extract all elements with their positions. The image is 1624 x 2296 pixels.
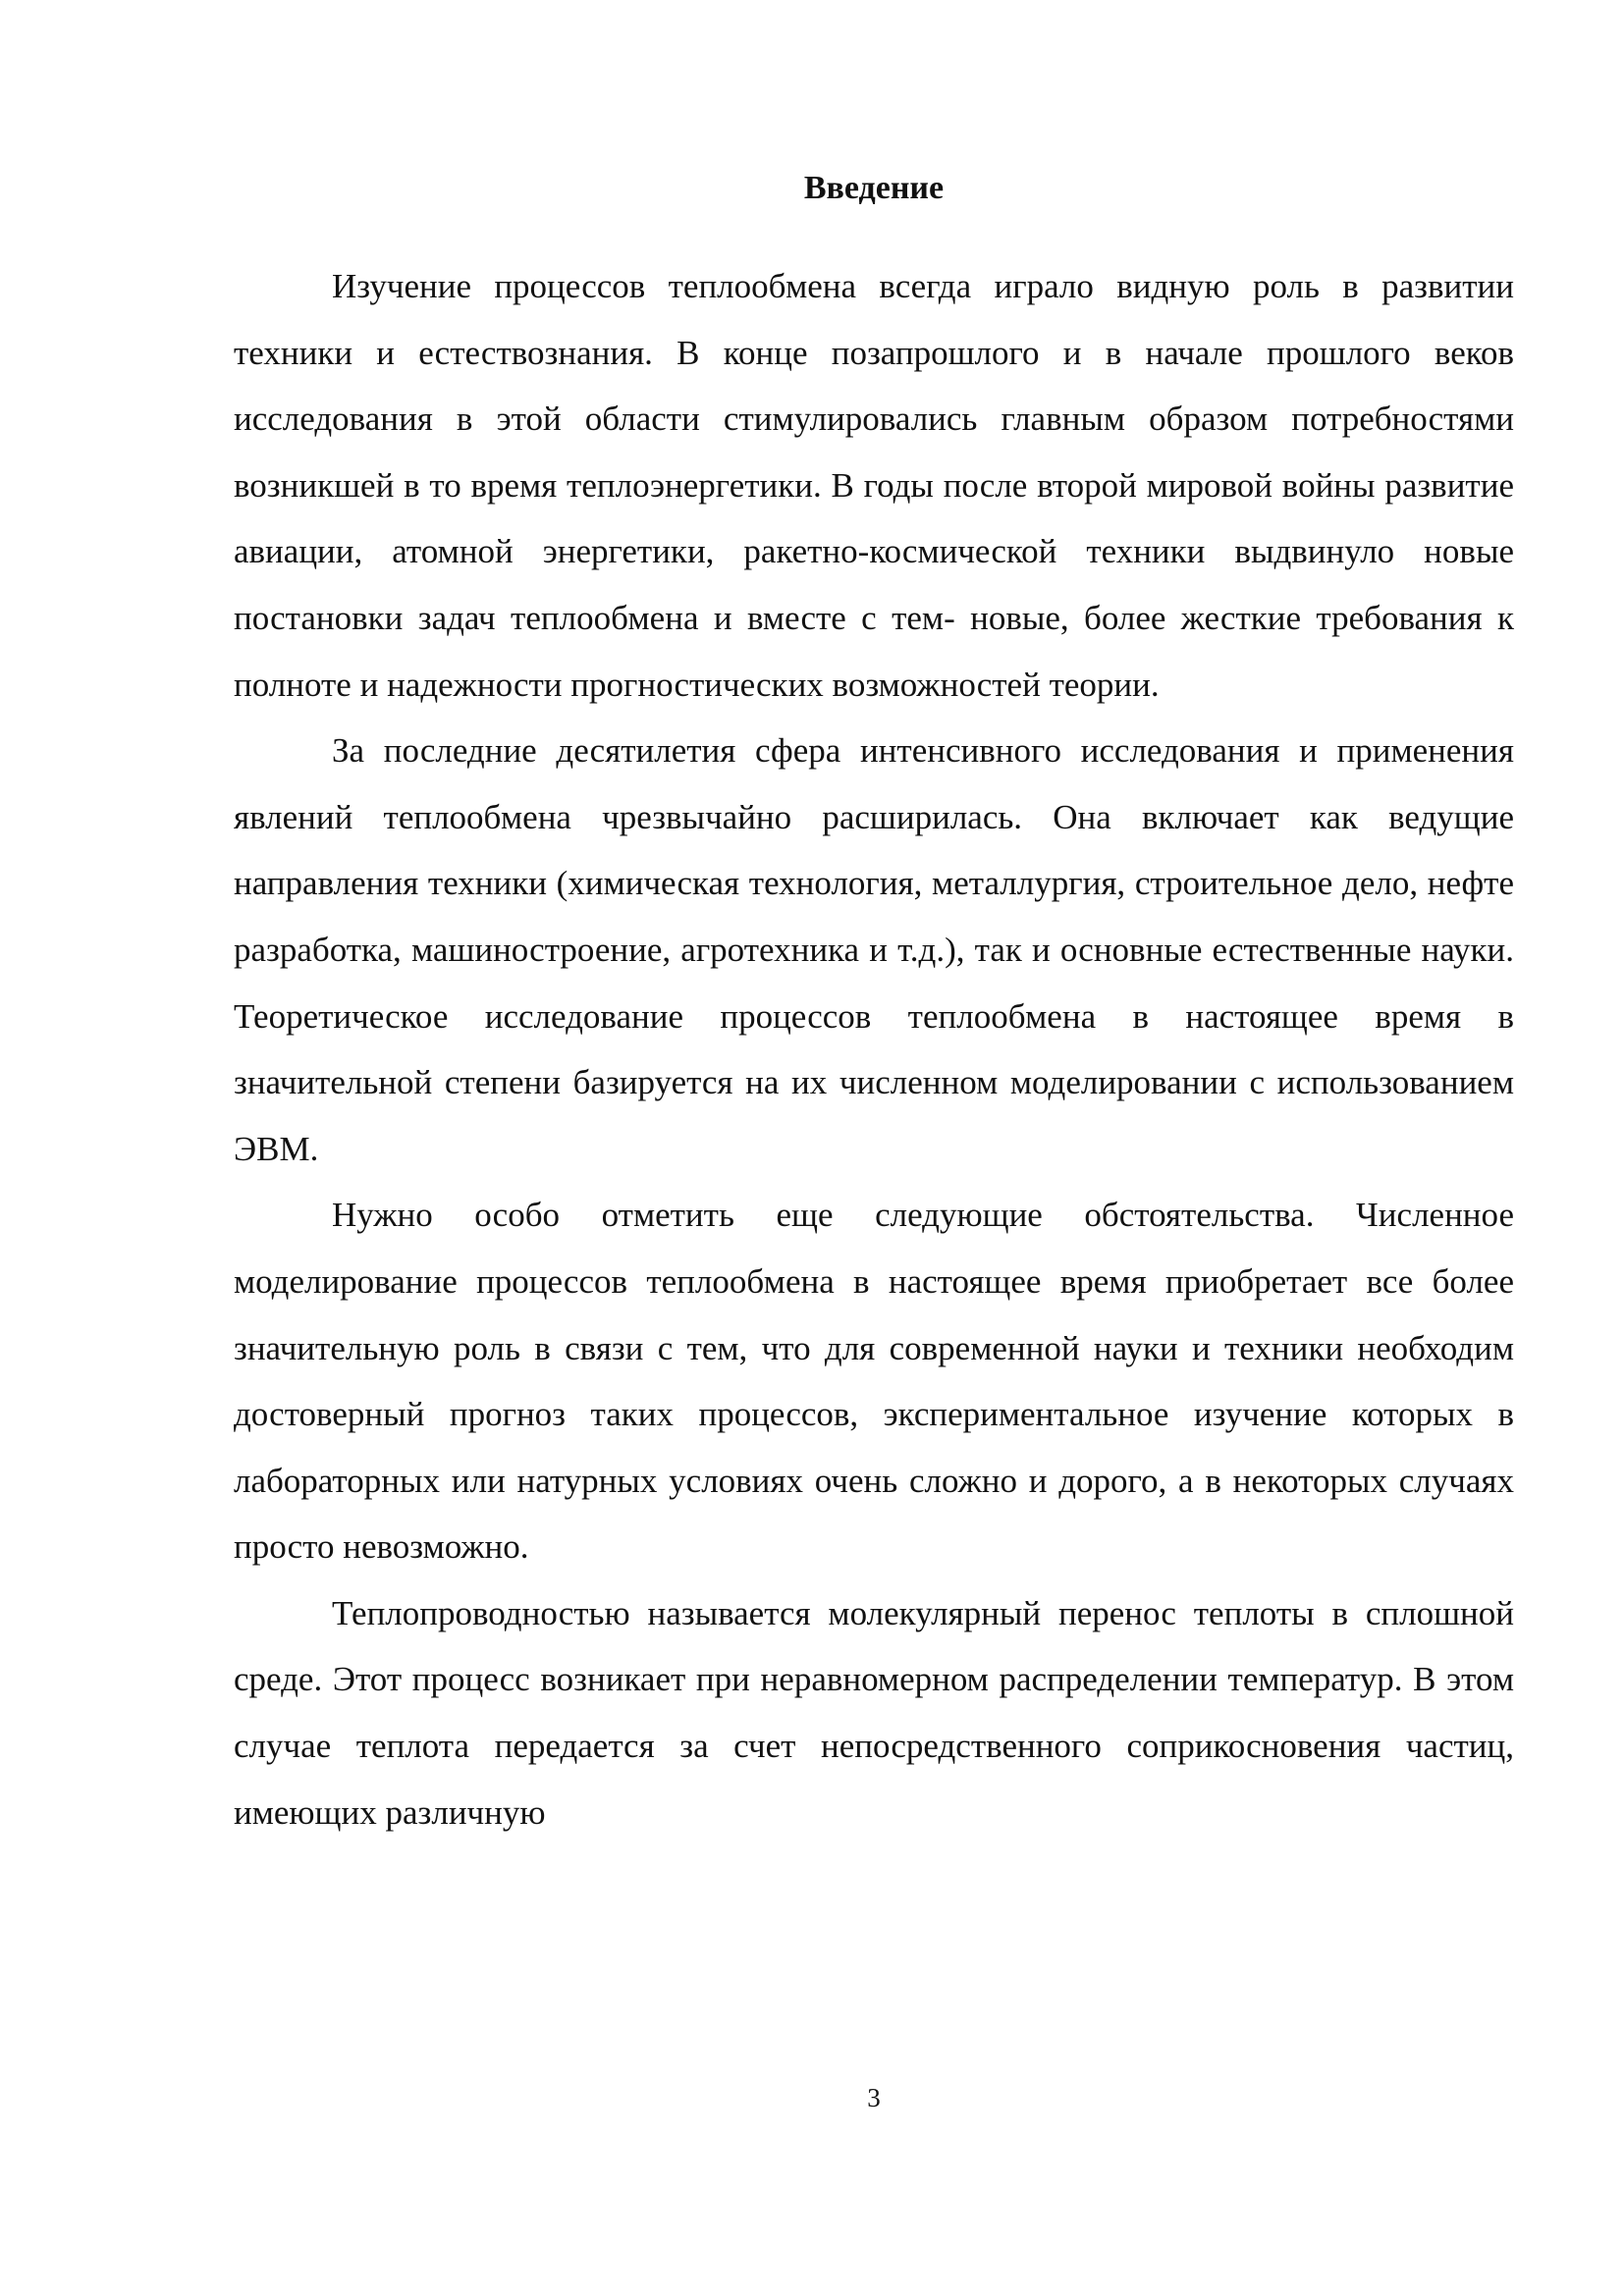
document-body	[234, 253, 1514, 1845]
page-title: Введение	[803, 170, 945, 206]
paragraph-1: Изучение процессов теплообмена всегда играло видную роль в развитии техники и естествознания. В конце позапрошлого и в начале прошлого веков исследования в этой области стимулировались главным образом потребностями возникшей в то время теплоэнергетики. В годы после второй мировой войны развитие авиации, атомной энергетики, ракетно-космической техники выдвинуло новые постановки задач теплообмена и вместе с тем- новые, более жесткие требования к полноте и надежности прогностических возможностей теории.	[234, 267, 1514, 704]
paragraph-3: Нужно особо отметить еще следующие обстоятельства. Численное моделирование процессов теплообмена в настоящее время приобретает все более значительную роль в связи с тем, что для современной науки и техники необходим достоверный прогноз таких процессов, экспериментальное изучение которых в лабораторных или натурных условиях очень сложно и дорого, а в некоторых случаях просто невозможно.	[234, 1196, 1514, 1567]
page-number: 3	[867, 2083, 881, 2112]
paragraph-2: За последние десятилетия сфера интенсивного исследования и применения явлений теплообмена чрезвычайно расширилась. Она включает как ведущие направления техники (химическая технология, металлургия, строительное дело, нефте разработка, машиностроение, агротехника и т.д.), так и основные естественные науки. Теоретическое исследование процессов теплообмена в настоящее время в значительной степени базируется на их численном моделировании с использованием ЭВМ.	[234, 731, 1514, 1168]
paragraph-4: Теплопроводностью называется молекулярный перенос теплоты в сплошной среде. Этот процесс возникает при неравномерном распределении температур. В этом случае теплота передается за счет непосредственного соприкосновения частиц, имеющих различную	[234, 1593, 1514, 1832]
